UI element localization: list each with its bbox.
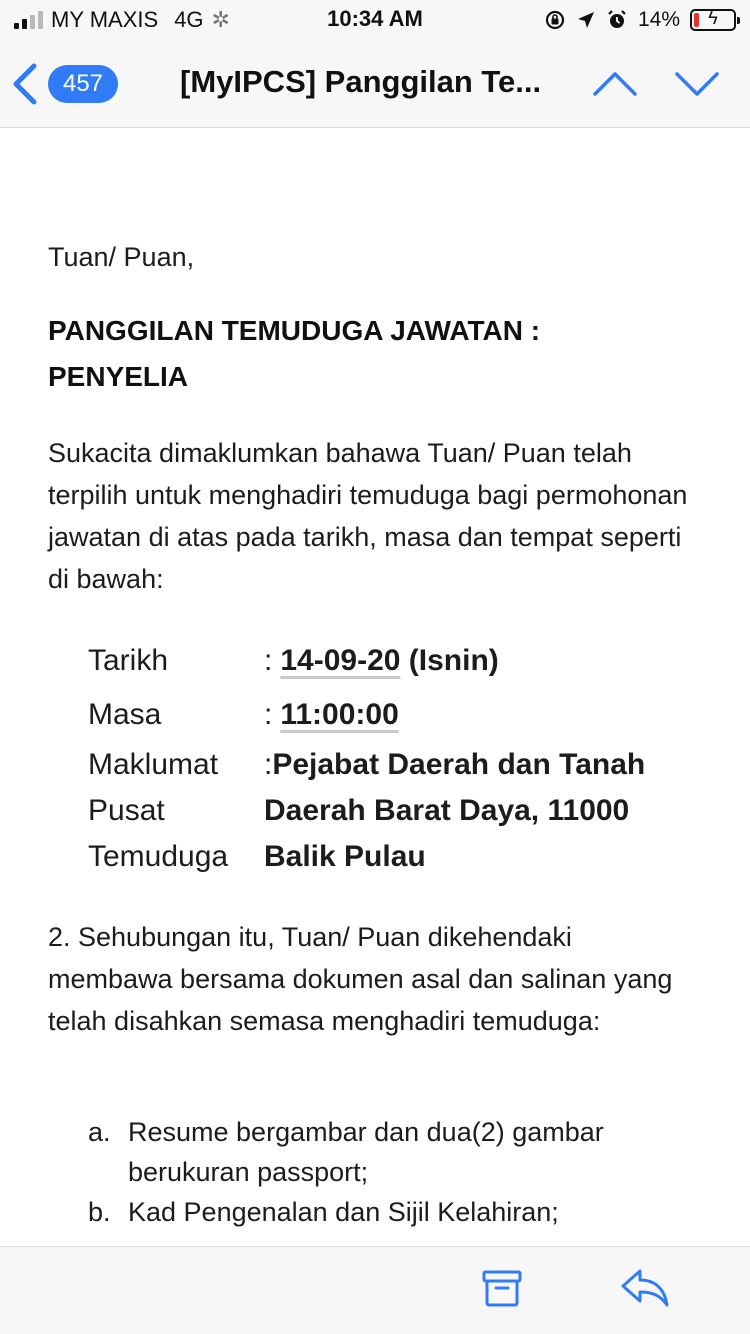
archive-icon <box>481 1267 523 1309</box>
up-chevron-icon <box>592 64 638 104</box>
list-item <box>88 1192 698 1232</box>
list-text: Kad Pengenalan dan Sijil Kelahiran; <box>128 1197 559 1227</box>
bottom-toolbar <box>0 1246 750 1334</box>
status-right <box>544 6 736 34</box>
venue-label-line-3: Temuduga <box>88 840 229 873</box>
time-label: Masa <box>88 698 162 731</box>
date-value <box>280 644 498 678</box>
venue-value-line-1: Pejabat Daerah dan Tanah <box>272 748 646 781</box>
reply-icon <box>620 1267 670 1309</box>
time-link[interactable]: 11:00:00 <box>280 698 399 731</box>
orientation-lock-icon <box>544 9 566 31</box>
documents-paragraph: 2. Sehubungan itu, Tuan/ Puan dikehendaki membawa bersama dokumen asal dan salinan yang telah disahkan semasa menghadiri temuduga: <box>48 922 673 1036</box>
venue-label-line-2: Pusat <box>88 794 165 827</box>
list-text: Resume bergambar dan dua(2) gambar berukuran passport; <box>128 1117 604 1187</box>
status-time: 10:34 AM <box>327 6 423 31</box>
email-subject-title: [MyIPCS] Panggilan Te... <box>180 64 542 99</box>
date-link[interactable]: 14-09-20 <box>280 644 401 677</box>
venue-colon: : <box>264 748 273 781</box>
interview-details <box>88 634 708 880</box>
date-row <box>88 634 708 688</box>
date-colon: : <box>264 644 273 677</box>
venue-value-line-2: Daerah Barat Daya, 11000 <box>264 794 630 827</box>
back-button[interactable] <box>10 62 118 106</box>
email-heading <box>48 308 688 400</box>
back-chevron-icon <box>10 62 40 106</box>
greeting: Tuan/ Puan, <box>48 242 195 272</box>
time-row <box>88 688 708 742</box>
venue-value-line-3: Balik Pulau <box>264 840 426 873</box>
battery-charging-icon: ϟ <box>690 9 736 31</box>
list-marker: a. <box>88 1117 111 1147</box>
list-item <box>88 1112 698 1192</box>
heading-line-1: PANGGILAN TEMUDUGA JAWATAN : <box>48 315 541 346</box>
alarm-icon <box>606 9 628 31</box>
reply-button[interactable] <box>620 1267 670 1314</box>
unread-count-badge: 457 <box>48 65 118 103</box>
loading-spinner-icon: ✲ <box>211 7 230 32</box>
archive-button[interactable] <box>481 1267 523 1314</box>
list-marker: b. <box>88 1197 111 1227</box>
venue-label-line-1: Maklumat <box>88 748 219 781</box>
documents-list <box>88 1112 698 1232</box>
time-colon: : <box>264 698 273 731</box>
date-label: Tarikh <box>88 644 169 677</box>
previous-message-button[interactable] <box>592 64 638 109</box>
network-type: 4G <box>174 7 204 32</box>
location-arrow-icon <box>576 10 596 30</box>
carrier-name: MY MAXIS <box>51 7 159 32</box>
venue-value <box>264 742 645 880</box>
email-body[interactable] <box>0 128 750 1246</box>
venue-row <box>88 742 708 880</box>
date-day: (Isnin) <box>408 644 499 677</box>
battery-percent: 14% <box>637 8 680 31</box>
nav-bar <box>0 40 750 128</box>
venue-label <box>88 742 264 880</box>
intro-paragraph: Sukacita dimaklumkan bahawa Tuan/ Puan telah terpilih untuk menghadiri temuduga bagi permohonan jawatan di atas pada tarikh, masa dan tempat seperti di bawah: <box>48 438 688 594</box>
status-bar <box>0 0 750 40</box>
heading-line-2: PENYELIA <box>48 361 189 392</box>
next-message-button[interactable] <box>674 64 720 109</box>
down-chevron-icon <box>674 64 720 104</box>
